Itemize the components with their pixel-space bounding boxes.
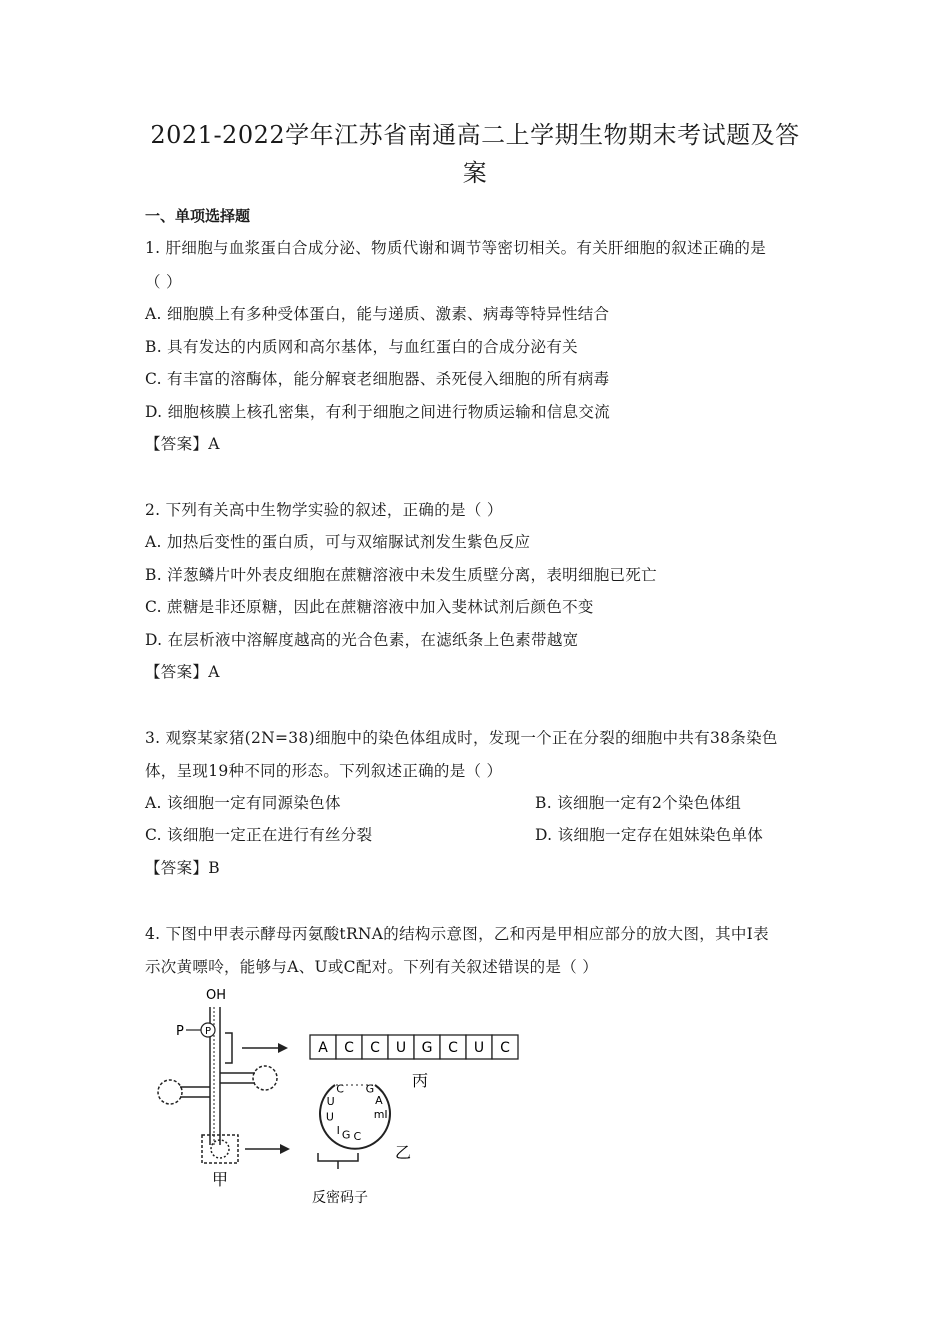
q1-answer: 【答案】A xyxy=(145,435,220,453)
bing-base-letter: U xyxy=(395,1040,407,1056)
p-circle-label: P xyxy=(204,1026,212,1037)
document-title xyxy=(120,116,830,192)
trna-diagram-svg xyxy=(150,985,570,1210)
q2-option-c: C. 蔗糖是非还原糖，因此在蔗糖溶液中加入斐林试剂后颜色不变 xyxy=(145,598,594,616)
q1-option-a: A. 细胞膜上有多种受体蛋白，能与递质、激素、病毒等特异性结合 xyxy=(145,305,610,323)
q3-stem-line2: 体，呈现19种不同的形态。下列叙述正确的是（ ） xyxy=(145,762,503,780)
q4-stem-line1: 4. 下图中甲表示酵母丙氨酸tRNA的结构示意图，乙和丙是甲相应部分的放大图，其中I表 xyxy=(145,925,769,943)
oh-label: OH xyxy=(205,988,227,1003)
q2-option-b: B. 洋葱鳞片叶外表皮细胞在蔗糖溶液中未发生质壁分离，表明细胞已死亡 xyxy=(145,566,657,584)
yi-base-letter: C xyxy=(353,1129,362,1143)
yi-base-letter: I xyxy=(336,1123,340,1137)
q3-option-b: B. 该细胞一定有2个染色体组 xyxy=(535,794,742,812)
q1-stem-line2: （ ） xyxy=(145,273,182,291)
yi-label: 乙 xyxy=(395,1143,412,1162)
bing-base-letter: U xyxy=(473,1040,485,1056)
q4-stem-line2: 示次黄嘌呤，能够与A、U或C配对。下列有关叙述错误的是（ ） xyxy=(145,958,599,976)
trna-figure xyxy=(150,985,570,1214)
bing-base-letter: C xyxy=(448,1040,458,1056)
yi-base-letter: G xyxy=(341,1128,351,1142)
bing-label: 丙 xyxy=(411,1071,429,1090)
q1-option-c: C. 有丰富的溶酶体，能分解衰老细胞器、杀死侵入细胞的所有病毒 xyxy=(145,370,610,388)
q2-option-a: A. 加热后变性的蛋白质，可与双缩脲试剂发生紫色反应 xyxy=(145,533,531,551)
yi-loop-letters xyxy=(326,1083,388,1143)
bing-base-letter: A xyxy=(318,1040,328,1056)
yi-base-letter: U xyxy=(325,1110,334,1124)
yi-base-letter: C xyxy=(336,1082,344,1096)
yi-base-letter: U xyxy=(326,1095,335,1109)
q3-stem-line1: 3. 观察某家猪(2N=38)细胞中的染色体组成时，发现一个正在分裂的细胞中共有38条染色 xyxy=(145,729,778,747)
bing-base-letter: C xyxy=(500,1040,510,1056)
bing-base-letter: G xyxy=(421,1040,433,1056)
title-line-1: 2021-2022学年江苏省南通高二上学期生物期末考试题及答 xyxy=(150,121,800,149)
anticodon-bracket xyxy=(318,1153,358,1169)
p-label: P xyxy=(176,1024,184,1039)
stem-bracket xyxy=(225,1033,232,1063)
title-line-2: 案 xyxy=(462,159,488,187)
q2-stem: 2. 下列有关高中生物学实验的叙述，正确的是（ ） xyxy=(145,501,503,519)
q1-option-b: B. 具有发达的内质网和高尔基体，与血红蛋白的合成分泌有关 xyxy=(145,338,578,356)
q3-option-d: D. 该细胞一定存在姐妹染色单体 xyxy=(535,826,764,844)
q3-option-c: C. 该细胞一定正在进行有丝分裂 xyxy=(145,826,373,844)
jia-label: 甲 xyxy=(211,1170,229,1189)
yi-base-letter: G xyxy=(365,1082,375,1096)
t-loop xyxy=(253,1066,277,1090)
q3-answer: 【答案】B xyxy=(145,859,220,877)
q2-answer: 【答案】A xyxy=(145,663,220,681)
q1-option-d: D. 细胞核膜上核孔密集，有利于细胞之间进行物质运输和信息交流 xyxy=(145,403,611,421)
bing-base-letter: C xyxy=(370,1040,380,1056)
t-arm xyxy=(220,1073,255,1083)
section-heading: 一、单项选择题 xyxy=(145,207,251,225)
d-loop xyxy=(158,1080,182,1104)
d-arm xyxy=(180,1087,210,1097)
q2-option-d: D. 在层析液中溶解度越高的光合色素，在滤纸条上色素带越宽 xyxy=(145,631,579,649)
bing-base-letter: C xyxy=(344,1040,354,1056)
yi-base-letter: A xyxy=(375,1093,383,1107)
yi-base-letter: mI xyxy=(373,1108,388,1122)
q3-option-a: A. 该细胞一定有同源染色体 xyxy=(145,794,341,812)
bing-sequence xyxy=(310,1035,518,1059)
q1-stem-line1: 1. 肝细胞与血浆蛋白合成分泌、物质代谢和调节等密切相关。有关肝细胞的叙述正确的是 xyxy=(145,239,767,257)
anticodon-label: 反密码子 xyxy=(312,1190,368,1206)
